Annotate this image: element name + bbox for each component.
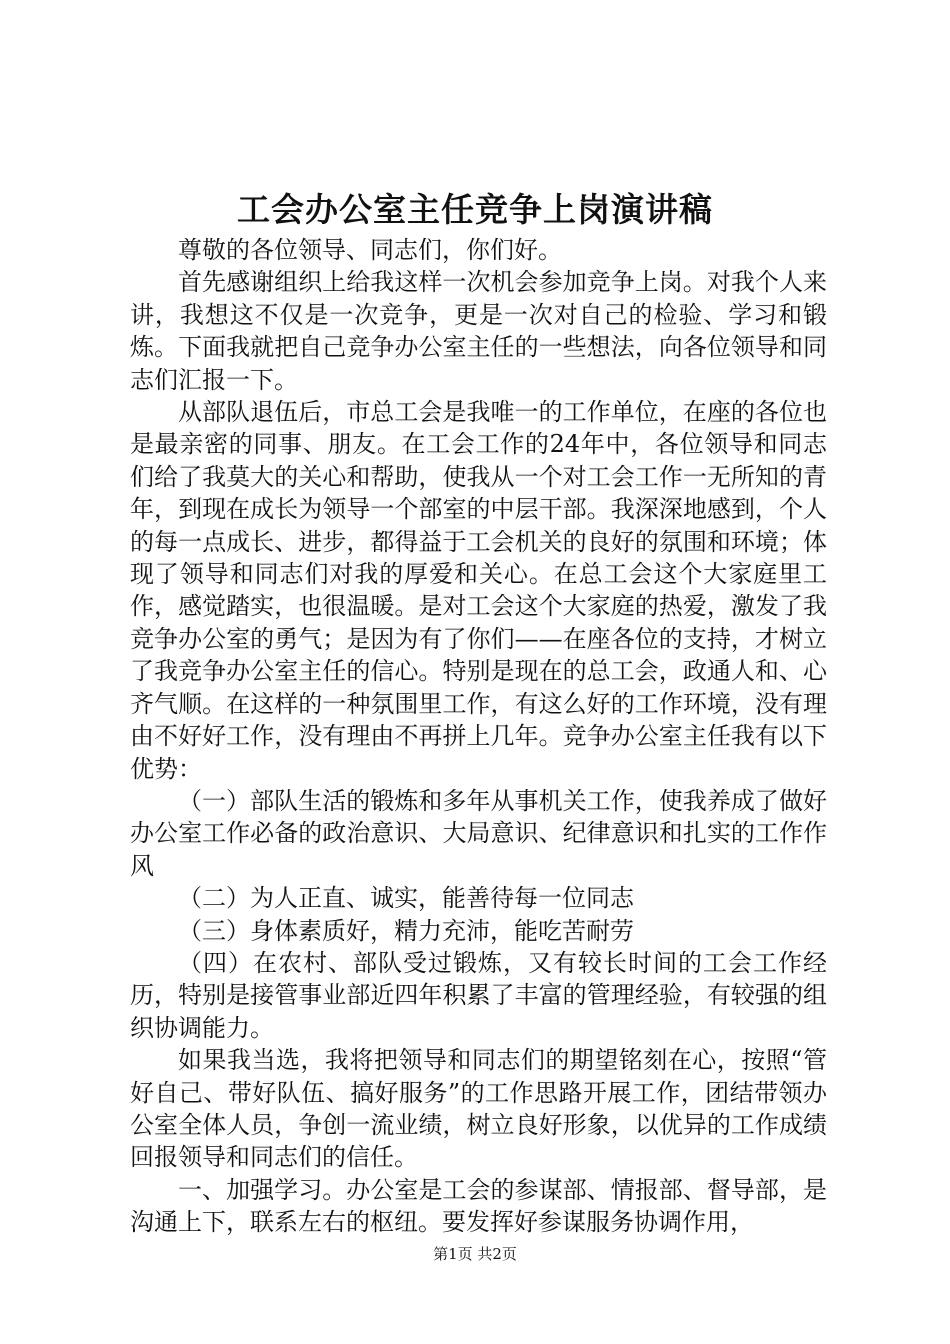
page-footer: 第1页 共2页 [433,1245,517,1263]
paragraph-section-1: 一、加强学习。办公室是工会的参谋部、情报部、督导部，是沟通上下，联系左右的枢纽。要发挥好参谋服务协调作用， [130,1175,827,1237]
paragraph-advantage-4: （四）在农村、部队受过锻炼，又有较长时间的工会工作经历，特别是接管事业部近四年积累了丰富的管理经验，有较强的组织协调能力。 [130,948,827,1042]
paragraph-intro: 首先感谢组织上给我这样一次机会参加竞争上岗。对我个人来讲，我想这不仅是一次竞争，更是一次对自己的检验、学习和锻炼。下面我就把自己竞争办公室主任的一些想法，向各位领导和同志们汇报一下。 [130,268,827,394]
paragraph-greeting: 尊敬的各位领导、同志们，你们好。 [178,236,562,264]
paragraph-advantage-1: （一）部队生活的锻炼和多年从事机关工作，使我养成了做好办公室工作必备的政治意识、大局意识、纪律意识和扎实的工作作风 [130,786,827,880]
paragraph-advantage-3: （三）身体素质好，精力充沛，能吃苦耐劳 [178,916,634,945]
document-body [130,234,827,1239]
document-title: 工会办公室主任竞争上岗演讲稿 [237,190,713,229]
paragraph-commitment: 如果我当选，我将把领导和同志们的期望铭刻在心，按照“管好自己、带好队伍、搞好服务”的工作思路开展工作，团结带领办公室全体人员，争创一流业绩，树立良好形象，以优异的工作成绩回报领导和同志们的信任。 [130,1046,827,1172]
paragraph-advantage-2: （二）为人正直、诚实，能善待每一位同志 [178,884,634,913]
paragraph-background: 从部队退伍后，市总工会是我唯一的工作单位，在座的各位也是最亲密的同事、朋友。在工会工作的24年中，各位领导和同志们给了我莫大的关心和帮助，使我从一个对工会工作一无所知的青年，到现在成长为领导一个部室的中层干部。我深深地感到，个人的每一点成长、进步，都得益于工会机关的良好的氛围和环境；体现了领导和同志们对我的厚爱和关心。在总工会这个大家庭里工作，感觉踏实，也很温暖。是对工会这个大家庭的热爱，激发了我竞争办公室的勇气；是因为有了你们——在座各位的支持，才树立了我竞争办公室主任的信心。特别是现在的总工会，政通人和、心齐气顺。在这样的一种氛围里工作，有这么好的工作环境，没有理由不好好工作，没有理由不再拼上几年。竞争办公室主任我有以下优势： [130,398,827,783]
